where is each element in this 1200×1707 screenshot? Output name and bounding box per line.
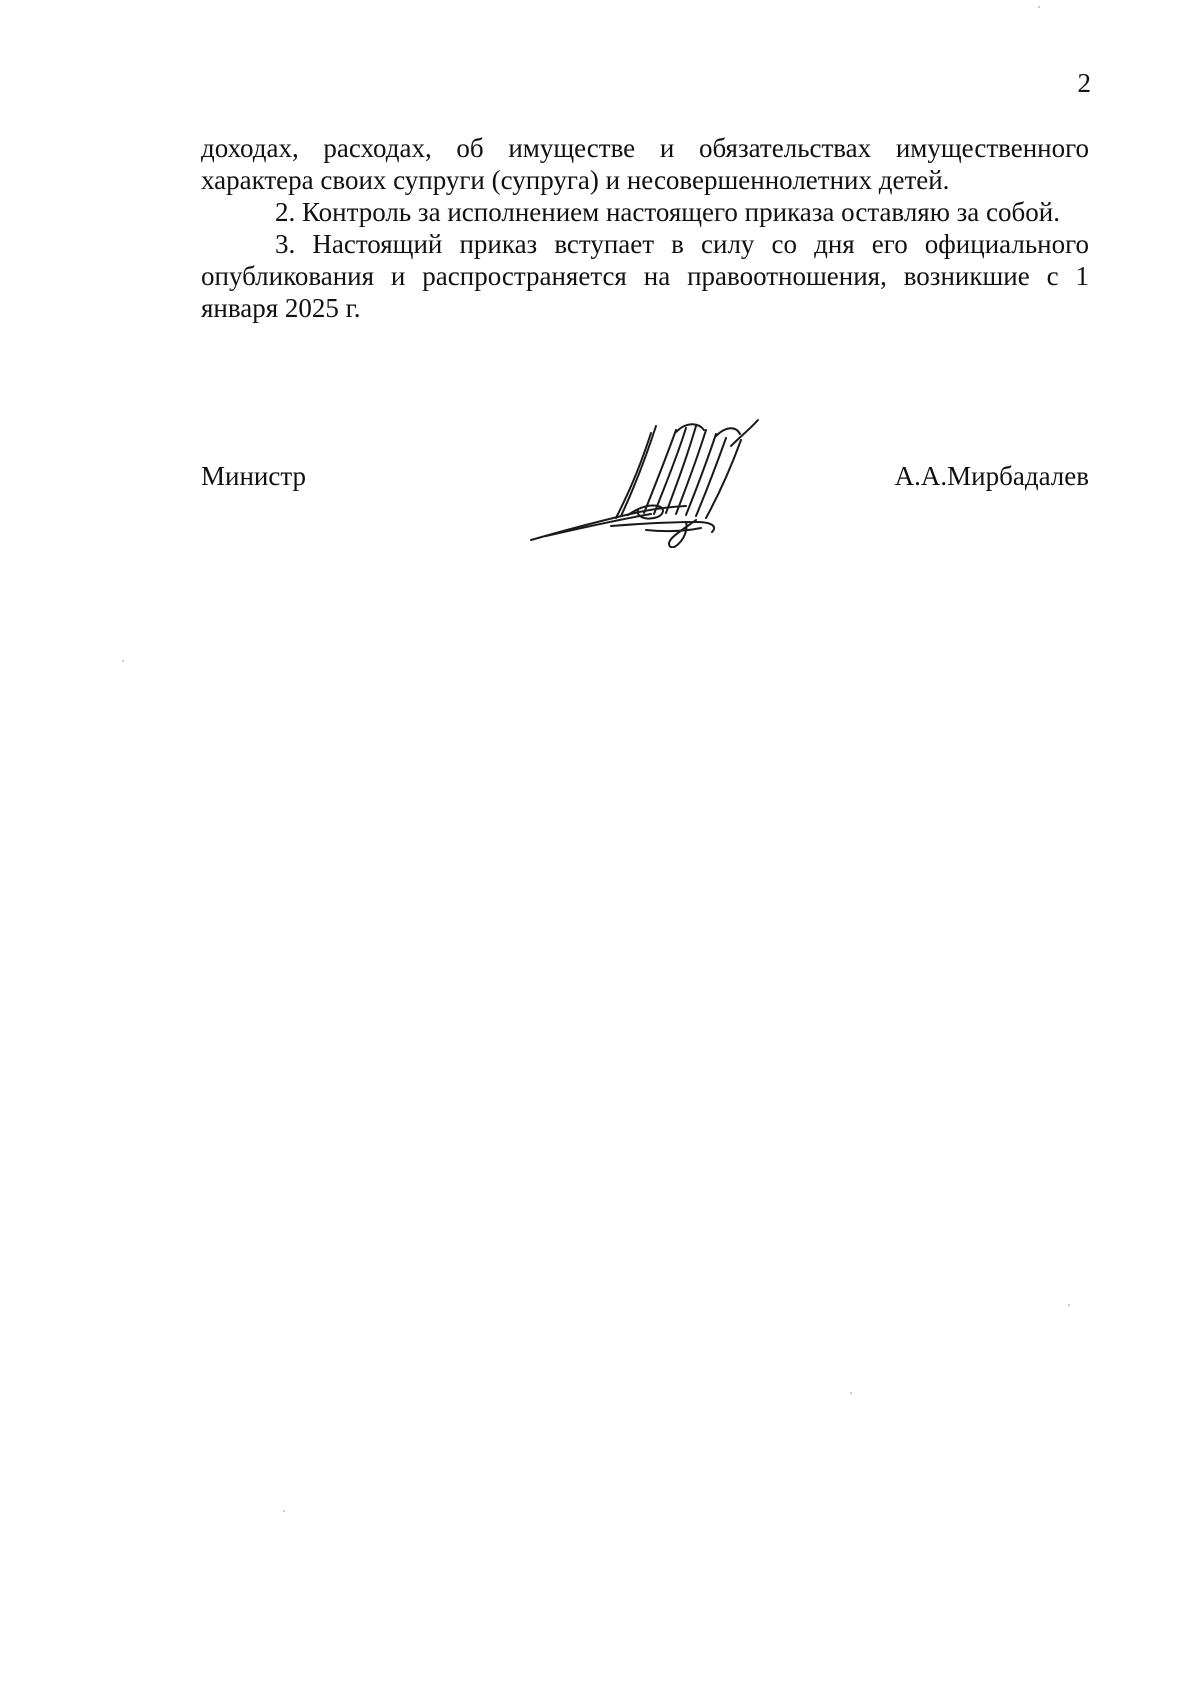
scan-speck (283, 1510, 285, 1512)
paragraph-continuation: доходах, расходах, об имуществе и обязательствах имущественного характера своих супруги (супруга) и несовершеннолетних детей. (201, 133, 1089, 195)
paragraph-item-3: 3. Настоящий приказ вступает в силу со дня его официального опубликования и распространяется на правоотношения, возникшие с 1 января 2025 г. (201, 229, 1089, 323)
scan-speck (1038, 6, 1040, 8)
signature-block (201, 430, 1089, 550)
paragraph-item-2: 2. Контроль за исполнением настоящего приказа оставляю за собой. (275, 197, 1060, 227)
handwritten-signature-icon (526, 418, 796, 548)
scan-speck (1068, 1304, 1070, 1306)
signer-position: Министр (201, 461, 306, 491)
signer-name: А.А.Мирбадалев (894, 461, 1089, 491)
document-body (201, 132, 1089, 324)
scan-speck (850, 1392, 852, 1394)
page-number: 2 (1077, 68, 1091, 98)
scan-speck (122, 660, 124, 662)
